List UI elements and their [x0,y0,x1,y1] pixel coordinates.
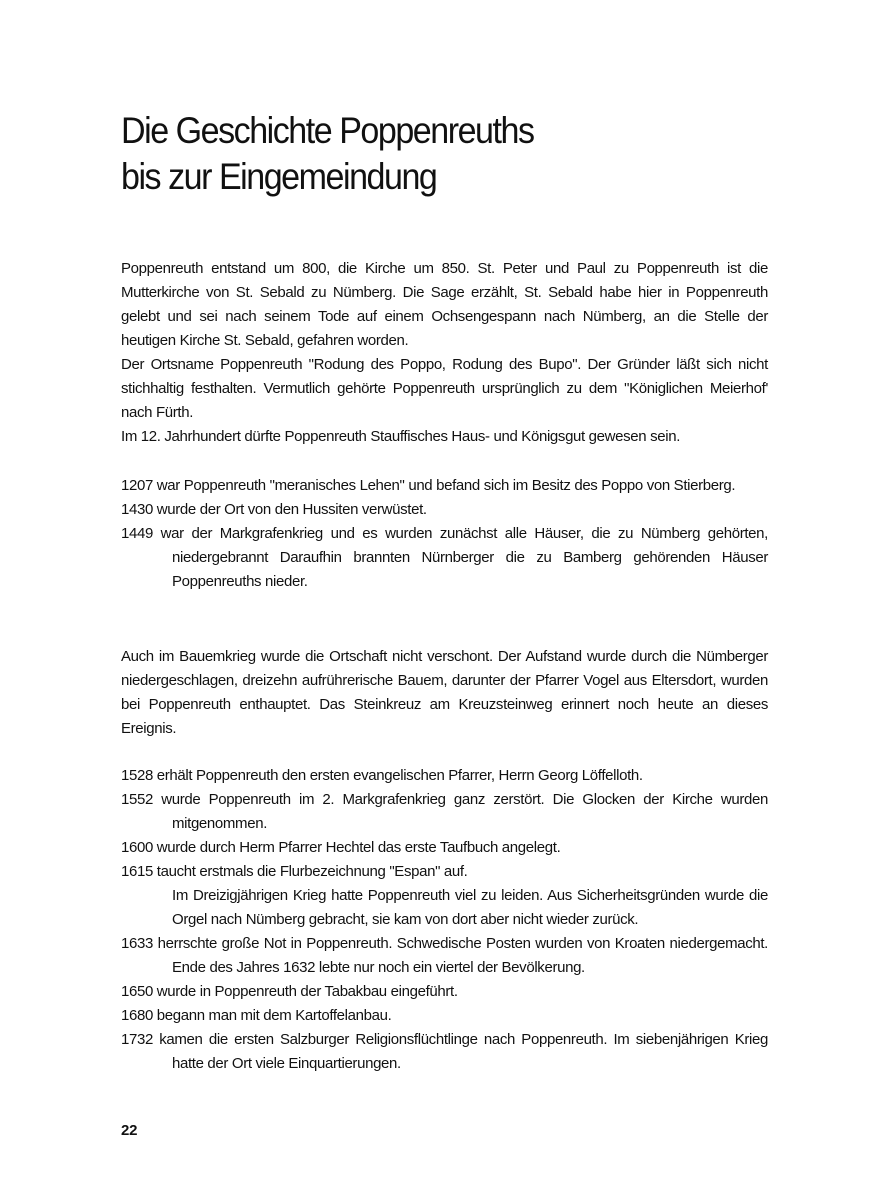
chronology-entry-1680: 1680 begann man mit dem Kartoffelanbau. [121,1007,392,1024]
page-title [121,108,728,200]
chronology-entry-1449: 1449 war der Markgrafenkrieg und es wurden zunächst alle Häuser, die zu Nümberg gehörten, niedergebrannt Daraufhin brannten Nürnberger die zu Bamberg gehörenden Häuser Poppenreuths nieder. [121,525,768,590]
chronology-section-2 [121,764,768,1076]
title-line-2: bis zur Eingemeindung [121,156,437,197]
chronology-entry-1633: 1633 herrschte große Not in Poppenreuth. Schwedische Posten wurden von Kroaten niedergemacht. Ende des Jahres 1632 lebte nur noch ein viertel der Bevölkerung. [121,935,768,976]
peasant-war-paragraph: Auch im Bauemkrieg wurde die Ortschaft nicht verschont. Der Aufstand wurde durch die Nümberger niedergeschlagen, dreizehn aufrührerische Bauem, darunter der Pfarrer Vogel aus Eltersdort, wurden bei Poppenreuth enthauptet. Das Steinkreuz am Kreuzsteinweg erinnert noch heute an dieses Ereignis. [121,648,768,737]
intro-paragraph-1: Poppenreuth entstand um 800, die Kirche um 850. St. Peter und Paul zu Poppenreuth ist die Mutterkirche von St. Sebald zu Nümberg. Die Sage erzählt, St. Sebald habe hier in Poppenreuth gelebt und sei nach seinem Tode auf einem Ochsengespann nach Nümberg, an die Stelle der heutigen Kirche St. Sebald, gefahren worden. [121,260,768,349]
chronology-entry-1430: 1430 wurde der Ort von den Hussiten verwüstet. [121,501,427,518]
intro-section [121,257,768,449]
chronology-entry-1650: 1650 wurde in Poppenreuth der Tabakbau eingeführt. [121,983,458,1000]
chronology-entry-1615: 1615 taucht erstmals die Flurbezeichnung "Espan" auf. [121,863,468,880]
chronology-note-thirty-years-war: Im Dreizigjährigen Krieg hatte Poppenreuth viel zu leiden. Aus Sicherheitsgründen wurde die Orgel nach Nümberg gebracht, sie kam von dort aber nicht wieder zurück. [172,887,768,928]
peasant-war-section [121,645,768,741]
chronology-entry-1732: 1732 kamen die ersten Salzburger Religionsflüchtlinge nach Poppenreuth. Im siebenjährigen Krieg hatte der Ort viele Einquartierungen. [121,1031,768,1072]
chronology-entry-1552: 1552 wurde Poppenreuth im 2. Markgrafenkrieg ganz zerstört. Die Glocken der Kirche wurden mitgenommen. [121,791,768,832]
chronology-entry-1600: 1600 wurde durch Herm Pfarrer Hechtel das erste Taufbuch angelegt. [121,839,561,856]
intro-paragraph-3: Im 12. Jahrhundert dürfte Poppenreuth Stauffisches Haus- und Königsgut gewesen sein. [121,428,681,445]
intro-paragraph-2: Der Ortsname Poppenreuth "Rodung des Poppo, Rodung des Bupo". Der Gründer läßt sich nicht stichhaltig festhalten. Vermutlich gehörte Poppenreuth ursprünglich zu dem "Königlichen Meierhof' nach Fürth. [121,356,768,421]
chronology-entry-1207: 1207 war Poppenreuth "meranisches Lehen" und befand sich im Besitz des Poppo von Stierberg. [121,477,736,494]
chronology-section-1 [121,474,768,594]
chronology-entry-1528: 1528 erhält Poppenreuth den ersten evangelischen Pfarrer, Herrn Georg Löffelloth. [121,767,643,784]
page-number: 22 [121,1122,138,1139]
title-line-1: Die Geschichte Poppenreuths [121,110,534,151]
